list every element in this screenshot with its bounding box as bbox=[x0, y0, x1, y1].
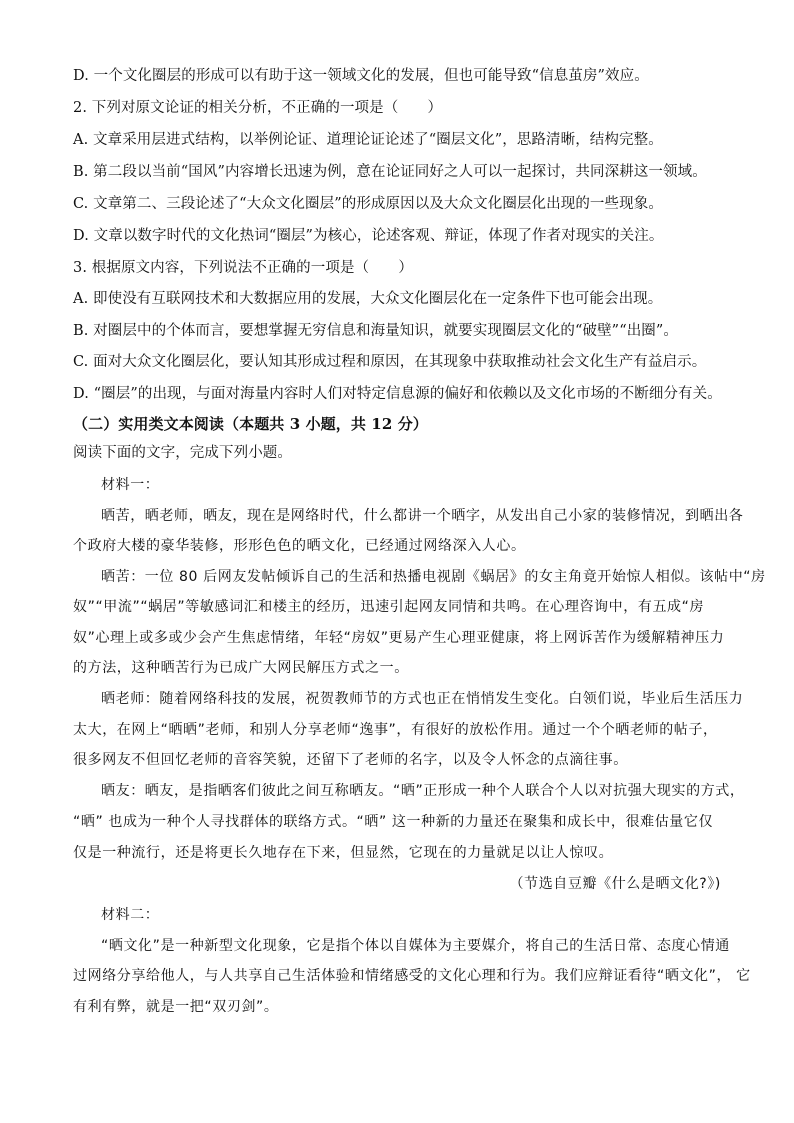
q2-option-d: D. 文章以数字时代的文化热词“圈层”为核心，论述客观、辩证，体现了作者对现实的关注。 bbox=[73, 228, 664, 244]
section-instruction: 阅读下面的文字，完成下列小题。 bbox=[73, 445, 292, 461]
material1-p2-line: 奴”心理上或多或少会产生焦虑情绪，年轻“房奴”更易产生心理亚健康，将上网诉苦作为缓解精神压力 bbox=[73, 630, 725, 646]
q3-option-b: B. 对圈层中的个体而言，要想掌握无穷信息和海量知识，就要实现圈层文化的“破壁”“出圈”。 bbox=[73, 323, 679, 339]
material1-p4-line: 仅是一种流行，还是将更长久地存在下来，但显然，它现在的力量就足以让人惊叹。 bbox=[73, 845, 614, 861]
material1-p1-line: 晒苦，晒老师，晒友，现在是网络时代，什么都讲一个晒字，从发出自己小家的装修情况，到晒出各 bbox=[101, 508, 744, 524]
q2-stem: 2. 下列对原文论证的相关分析，不正确的一项是（ ） bbox=[73, 100, 443, 116]
material1-p4-line: “晒” 也成为一种个人寻找群体的联络方式。“晒” 这一种新的力量还在聚集和成长中，很难估量它仅 bbox=[73, 814, 714, 830]
material2-label: 材料二： bbox=[101, 907, 160, 923]
material2-p1-line: 过网络分享给他人，与人共享自己生活体验和情绪感受的文化心理和行为。我们应辩证看待“晒文化”， 它 bbox=[73, 968, 751, 984]
material1-label: 材料一： bbox=[101, 477, 160, 493]
material1-p3-line: 太大，在网上“晒晒”老师，和别人分享老师“逸事”，有很好的放松作用。通过一个个晒老师的帖子， bbox=[73, 722, 718, 738]
q3-option-a: A. 即使没有互联网技术和大数据应用的发展，大众文化圈层化在一定条件下也可能会出现。 bbox=[73, 291, 663, 307]
material1-p3-line: 晒老师：随着网络科技的发展，祝贺教师节的方式也正在悄悄发生变化。白领们说，毕业后生活压力 bbox=[101, 691, 744, 707]
material1-p2-line: 奴”“甲流”“蜗居”等敏感词汇和楼主的经历，迅速引起网友同情和共鸣。在心理咨询中，有五成“房 bbox=[73, 599, 705, 615]
material2-p1-line: 有利有弊，就是一把“双刃剑”。 bbox=[73, 999, 279, 1015]
material1-p2-line: 的方法，这种晒苦行为已成广大网民解压方式之一。 bbox=[73, 660, 409, 676]
q3-option-c: C. 面对大众文化圈层化，要认知其形成过程和原因，在其现象中获取推动社会文化生产有益启示。 bbox=[73, 354, 707, 370]
material1-source: （节选自豆瓣《什么是晒文化?》) bbox=[509, 876, 721, 892]
material1-p2-line: 晒苦：一位 80 后网友发帖倾诉自己的生活和热播电视剧《蜗居》的女主角竟开始惊人相似。该帖中“房 bbox=[101, 569, 766, 585]
q2-option-a: A. 文章采用层进式结构，以举例论证、道理论证论述了“圈层文化”，思路清晰，结构完整。 bbox=[73, 132, 663, 148]
material2-p1-line: “晒文化”是一种新型文化现象，它是指个体以自媒体为主要媒介，将自己的生活日常、态度心情通 bbox=[101, 938, 730, 954]
q2-option-c: C. 文章第二、三段论述了“大众文化圈层”的形成原因以及大众文化圈层化出现的一些现象。 bbox=[73, 196, 663, 212]
q3-stem: 3. 根据原文内容，下列说法不正确的一项是（ ） bbox=[73, 260, 413, 276]
q1-option-d: D. 一个文化圈层的形成可以有助于这一领域文化的发展，但也可能导致“信息茧房”效应。 bbox=[73, 68, 649, 84]
material1-p1-line: 个政府大楼的豪华装修，形形色色的晒文化，已经通过网络深入人心。 bbox=[73, 538, 526, 554]
q3-option-d: D. “圈层”的出现，与面对海量内容时人们对特定信息源的偏好和依赖以及文化市场的不断细分有关。 bbox=[73, 386, 722, 402]
material1-p3-line: 很多网友不但回忆老师的音容笑貌，还留下了老师的名字，以及令人怀念的点滴往事。 bbox=[73, 752, 628, 768]
q2-option-b: B. 第二段以当前“国风”内容增长迅速为例，意在论证同好之人可以一起探讨，共同深耕这一领域。 bbox=[73, 164, 707, 180]
section-heading: （二）实用类文本阅读（本题共 3 小题，共 12 分） bbox=[73, 415, 428, 433]
material1-p4-line: 晒友：晒友，是指晒客们彼此之间互称晒友。“晒”正形成一种个人联合个人以对抗强大现实的方式， bbox=[101, 783, 745, 799]
